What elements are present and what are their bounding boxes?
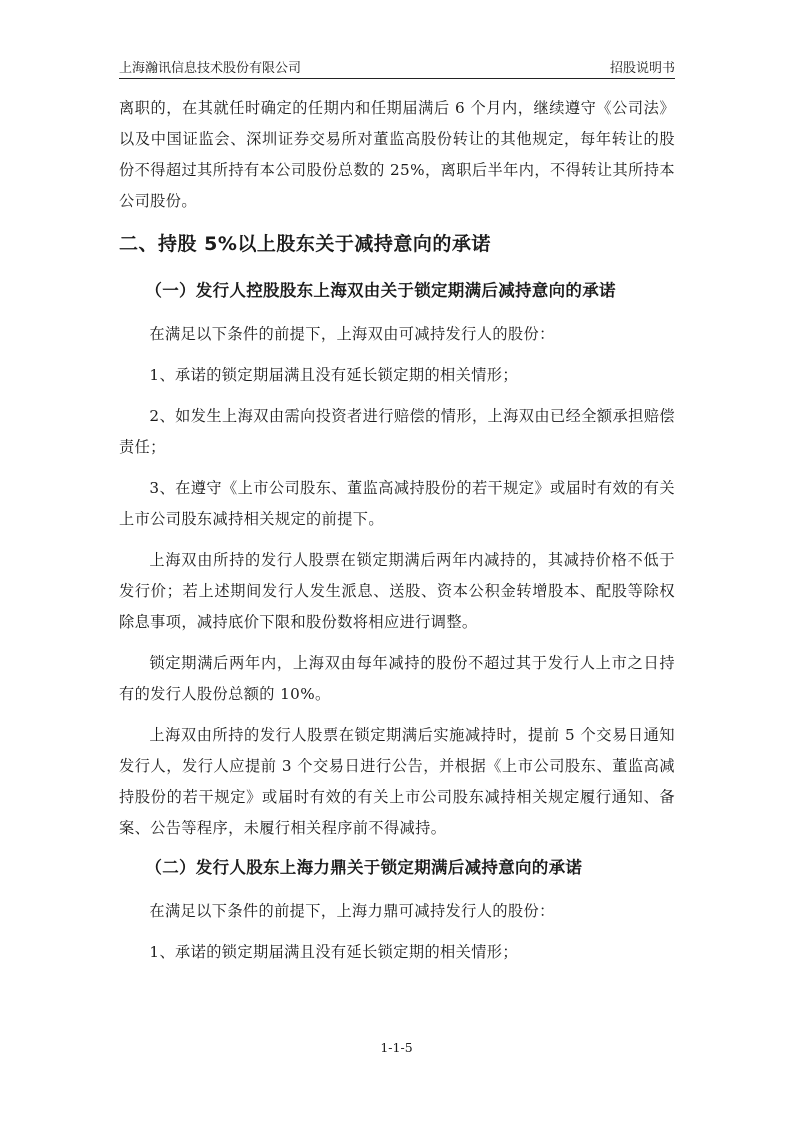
page-number: 1-1-5 <box>380 1040 413 1055</box>
document-body <box>119 93 675 978</box>
paragraph: 上海双由所持的发行人股票在锁定期满后两年内减持的，其减持价格不低于发行价；若上述期间发行人发生派息、送股、资本公积金转增股本、配股等除权除息事项，减持底价下限和股份数将相应进行调整。 <box>119 551 675 631</box>
paragraph: 在满足以下条件的前提下，上海双由可减持发行人的股份： <box>149 325 555 343</box>
list-item-condition-3: 3、在遵守《上市公司股东、董监高减持股份的若干规定》或届时有效的有关上市公司股东减持相关规定的前提下。 <box>119 479 675 528</box>
subsection-heading-2: （二）发行人股东上海力鼎关于锁定期满后减持意向的承诺 <box>145 858 583 877</box>
paragraph: 在满足以下条件的前提下，上海力鼎可减持发行人的股份： <box>149 902 555 920</box>
paragraph: 上海双由所持的发行人股票在锁定期满后实施减持时，提前 5 个交易日通知发行人，发行人应提前 3 个交易日进行公告，并根据《上市公司股东、董监高减持股份的若干规定》或届时有效的有关上市公司股东减持相关规定履行通知、备案、公告等程序，未履行相关程序前不得减持。 <box>119 726 675 837</box>
list-item-condition-1: 1、承诺的锁定期届满且没有延长锁定期的相关情形； <box>149 943 518 961</box>
list-item-condition-2: 2、如发生上海双由需向投资者进行赔偿的情形，上海双由已经全额承担赔偿责任； <box>119 407 675 456</box>
header-company-name: 上海瀚讯信息技术股份有限公司 <box>119 61 302 76</box>
paragraph-continuation: 离职的，在其就任时确定的任期内和任期届满后 6 个月内，继续遵守《公司法》以及中国证监会、深圳证券交易所对董监高股份转让的其他规定，每年转让的股份不得超过其所持有本公司股份总数的 25%，离职后半年内，不得转让其所持本公司股份。 <box>119 99 675 210</box>
paragraph: 锁定期满后两年内，上海双由每年减持的股份不超过其于发行人上市之日持有的发行人股份总额的 10%。 <box>119 654 675 703</box>
subsection-heading-1: （一）发行人控股股东上海双由关于锁定期满后减持意向的承诺 <box>145 281 616 300</box>
header-document-type: 招股说明书 <box>609 61 675 76</box>
page-header <box>119 53 675 77</box>
section-heading: 二、持股 5%以上股东关于减持意向的承诺 <box>119 233 491 255</box>
list-item-condition-1: 1、承诺的锁定期届满且没有延长锁定期的相关情形； <box>149 366 518 384</box>
header-divider <box>119 78 675 79</box>
